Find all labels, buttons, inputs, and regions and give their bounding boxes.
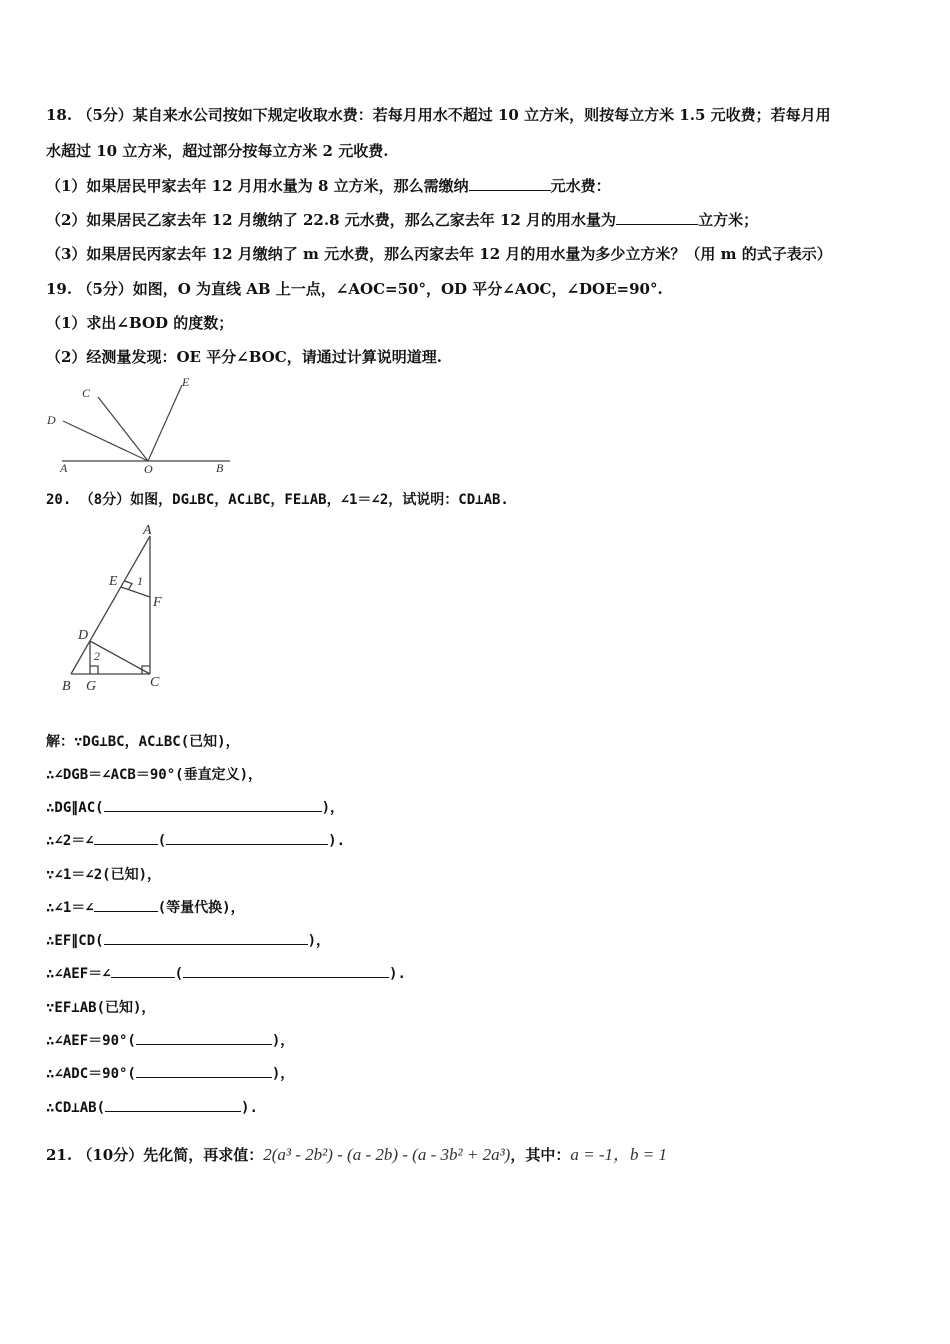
q20-step-10-blank[interactable] xyxy=(136,1030,272,1045)
label-b: B xyxy=(62,679,71,694)
label-g: G xyxy=(86,679,97,694)
q18-part2-text: （2）如果居民乙家去年 12 月缴纳了 22.8 元水费，那么乙家去年 12 月的用水量为 xyxy=(46,211,617,229)
ray-oe xyxy=(148,385,182,461)
q20-step-3-text: ∴DG∥AC( xyxy=(46,800,104,816)
q20-step-5: ∵∠1＝∠2(已知)， xyxy=(46,867,162,883)
ray-oc xyxy=(98,397,148,461)
q20-step-11-end: )， xyxy=(271,1066,295,1082)
q20-step-4-end: ). xyxy=(328,833,346,849)
label-c: C xyxy=(150,675,160,690)
q20-step-12-text: ∴CD⊥AB( xyxy=(46,1100,106,1116)
q20-step-3-end: )， xyxy=(321,800,345,816)
q20-step-7 xyxy=(46,930,330,950)
q20-step-4-blank-reason[interactable] xyxy=(166,830,328,845)
q18-part2-blank[interactable] xyxy=(616,210,698,225)
q18-part3: （3）如果居民丙家去年 12 月缴纳了 m 元水费，那么丙家去年 12 月的用水量为多少立方米？（用 m 的式子表示） xyxy=(46,245,832,263)
q20-step-11-blank[interactable] xyxy=(136,1063,272,1078)
q21-line xyxy=(46,1140,667,1165)
right-angle-g xyxy=(90,666,98,674)
segment-ef xyxy=(121,587,150,597)
q20-intro: 20. （8分）如图，DG⊥BC，AC⊥BC，FE⊥AB，∠1＝∠2，试说明：CD⊥AB. xyxy=(46,492,509,508)
q20-step-4-blank-angle[interactable] xyxy=(94,830,158,845)
q18-part1-unit: 元水费： xyxy=(550,177,611,195)
q21-expression: 2(a³ - 2b²) - (a - 2b) - (a - 3b² + 2a³) xyxy=(263,1145,511,1164)
q20-step-12-blank[interactable] xyxy=(105,1097,241,1112)
q18-intro-line2: 水超过 10 立方米，超过部分按每立方米 2 元收费. xyxy=(46,142,389,160)
q21-intro: 21. （10分）先化简，再求值： xyxy=(46,1146,264,1164)
label-o: O xyxy=(144,462,153,476)
q20-step-7-text: ∴EF∥CD( xyxy=(46,933,104,949)
q20-step-8-open: ( xyxy=(174,966,184,982)
label-1: 1 xyxy=(137,574,143,588)
q18-part1 xyxy=(46,175,611,196)
q20-step-4-open: ( xyxy=(157,833,167,849)
q20-step-6-text: ∴∠1＝∠ xyxy=(46,900,94,916)
q19-part2: （2）经测量发现：OE 平分∠BOC，请通过计算说明道理. xyxy=(46,348,442,366)
q20-step-11-text: ∴∠ADC＝90°( xyxy=(46,1066,136,1082)
side-ab xyxy=(71,536,150,674)
q19-intro: 19. （5分）如图，O 为直线 AB 上一点，∠AOC=50°，OD 平分∠AOC，∠DOE=90°. xyxy=(46,280,663,298)
q20-step-1: 解：∵DG⊥BC，AC⊥BC(已知)， xyxy=(46,734,240,750)
q20-step-6 xyxy=(46,897,245,917)
label-f: F xyxy=(153,595,162,610)
q20-step-8-blank-angle[interactable] xyxy=(111,963,175,978)
q18-intro-line1: 18. （5分）某自来水公司按如下规定收取水费：若每月用水不超过 10 立方米，则按每立方米 1.5 元收费；若每月用 xyxy=(46,106,831,124)
q19-part1: （1）求出∠BOD 的度数； xyxy=(46,314,234,332)
label-e: E xyxy=(182,375,190,389)
q19-figure xyxy=(40,372,240,482)
q18-part2 xyxy=(46,209,758,230)
q20-step-12 xyxy=(46,1097,258,1116)
q20-step-8 xyxy=(46,963,406,983)
q18-part1-blank[interactable] xyxy=(469,176,551,191)
label-d: D xyxy=(78,628,89,643)
q20-step-11 xyxy=(46,1063,294,1083)
ray-od xyxy=(63,421,148,461)
q21-where: ，其中： xyxy=(510,1146,571,1164)
q20-step-10-text: ∴∠AEF＝90°( xyxy=(46,1033,136,1049)
label-c: C xyxy=(82,386,91,400)
q20-step-8-text: ∴∠AEF＝∠ xyxy=(46,966,111,982)
q20-step-10-end: )， xyxy=(271,1033,295,1049)
q18-part2-unit: 立方米； xyxy=(698,211,759,229)
q20-step-9: ∵EF⊥AB(已知)， xyxy=(46,1000,156,1016)
q20-step-4 xyxy=(46,830,345,850)
q20-step-4-text: ∴∠2＝∠ xyxy=(46,833,94,849)
label-d: D xyxy=(47,413,56,427)
q20-step-6-blank[interactable] xyxy=(94,897,158,912)
q20-step-7-blank[interactable] xyxy=(104,930,308,945)
q20-step-6-end: (等量代换)， xyxy=(157,900,245,916)
label-b: B xyxy=(216,461,224,475)
q20-step-3-blank[interactable] xyxy=(104,797,322,812)
q20-figure xyxy=(56,518,176,696)
q20-step-2: ∴∠DGB＝∠ACB＝90°(垂直定义)， xyxy=(46,767,263,783)
q20-step-3 xyxy=(46,797,344,817)
q18-part1-text: （1）如果居民甲家去年 12 月用水量为 8 立方米，那么需缴纳 xyxy=(46,177,469,195)
label-2: 2 xyxy=(94,649,100,663)
q20-step-12-end: ). xyxy=(241,1100,258,1116)
label-a: A xyxy=(143,523,152,538)
q20-step-10 xyxy=(46,1030,294,1050)
q21-values: a = -1，b = 1 xyxy=(570,1145,667,1164)
q20-step-8-blank-reason[interactable] xyxy=(183,963,389,978)
label-e: E xyxy=(109,574,118,589)
q20-step-7-end: )， xyxy=(307,933,331,949)
label-a: A xyxy=(60,461,68,475)
q20-step-8-end: ). xyxy=(389,966,406,982)
